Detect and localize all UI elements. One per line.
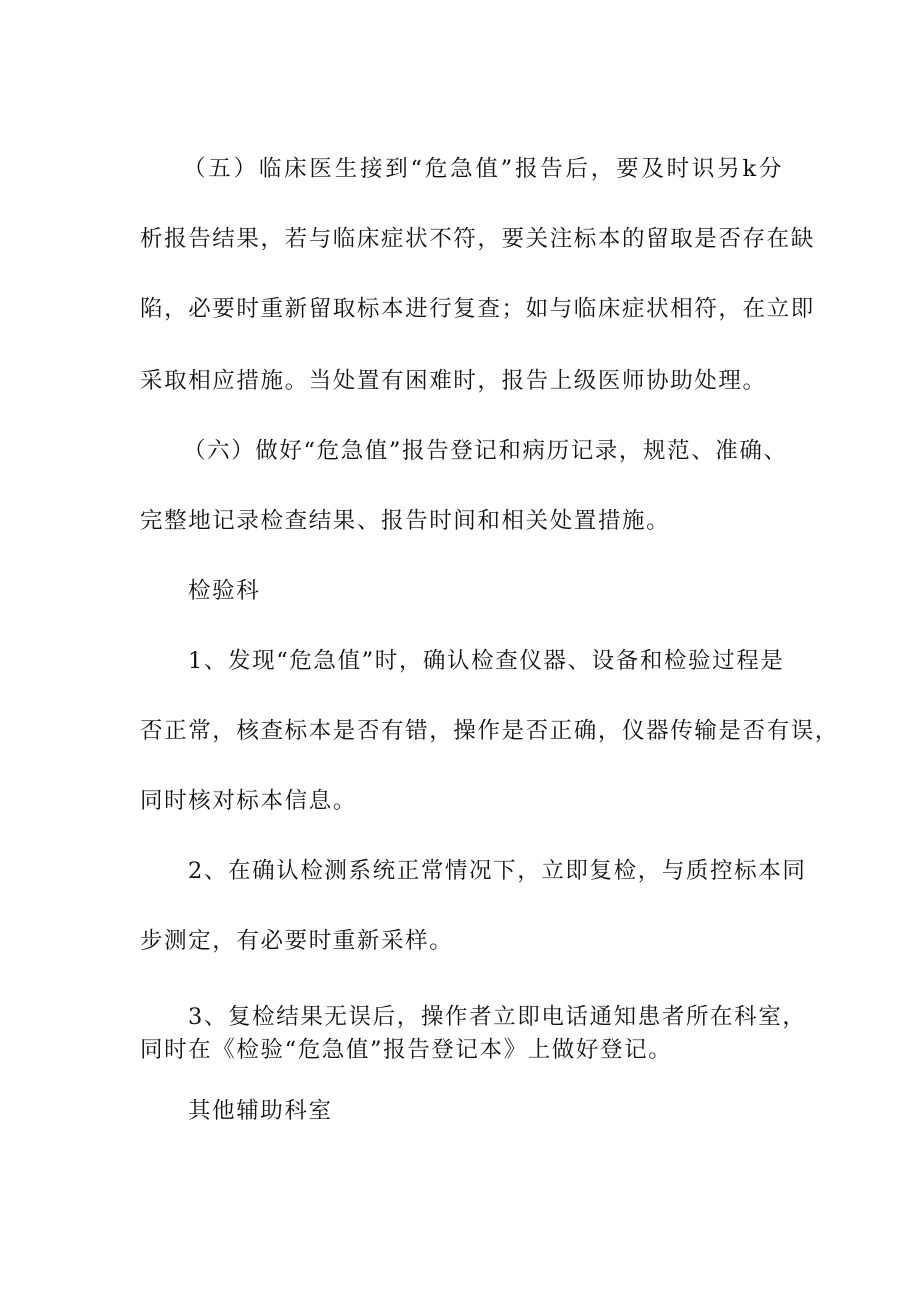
para5-line3: 陷，必要时重新留取标本进行复查；如与临床症状相符，在立即 — [140, 296, 815, 322]
item1-line2: 否正常，核查标本是否有错，操作是否正确，仪器传输是否有误， — [140, 718, 839, 744]
item1-line3: 同时核对标本信息。 — [140, 788, 357, 814]
heading-other: 其他辅助科室 — [188, 1098, 333, 1124]
para5-line1: （五）临床医生接到“危急值”报告后，要及时识另k分 — [183, 156, 783, 182]
item3-line2: 同时在《检验“危急值”报告登记本》上做好登记。 — [140, 1037, 673, 1063]
para5-line2: 析报告结果，若与临床症状不符，要关注标本的留取是否存在缺 — [140, 226, 815, 252]
para6-line2: 完整地记录检查结果、报告时间和相关处置措施。 — [140, 508, 671, 534]
heading-lab: 检验科 — [188, 578, 261, 604]
para5-line4: 采取相应措施。当处置有困难时，报告上级医师协助处理。 — [140, 368, 767, 394]
item2-line1: 2、在确认检测系统正常情况下，立即复检，与质控标本同 — [188, 858, 807, 884]
item3-line1: 3、复检结果无误后，操作者立即电话通知患者所在科室， — [188, 1004, 807, 1030]
item1-line1: 1、发现“危急值”时，确认检查仪器、设备和检验过程是 — [188, 648, 785, 674]
para6-line1: （六）做好“危急值”报告登记和病历记录，规范、准确、 — [183, 438, 788, 464]
item2-line2: 步测定，有必要时重新采样。 — [140, 928, 454, 954]
